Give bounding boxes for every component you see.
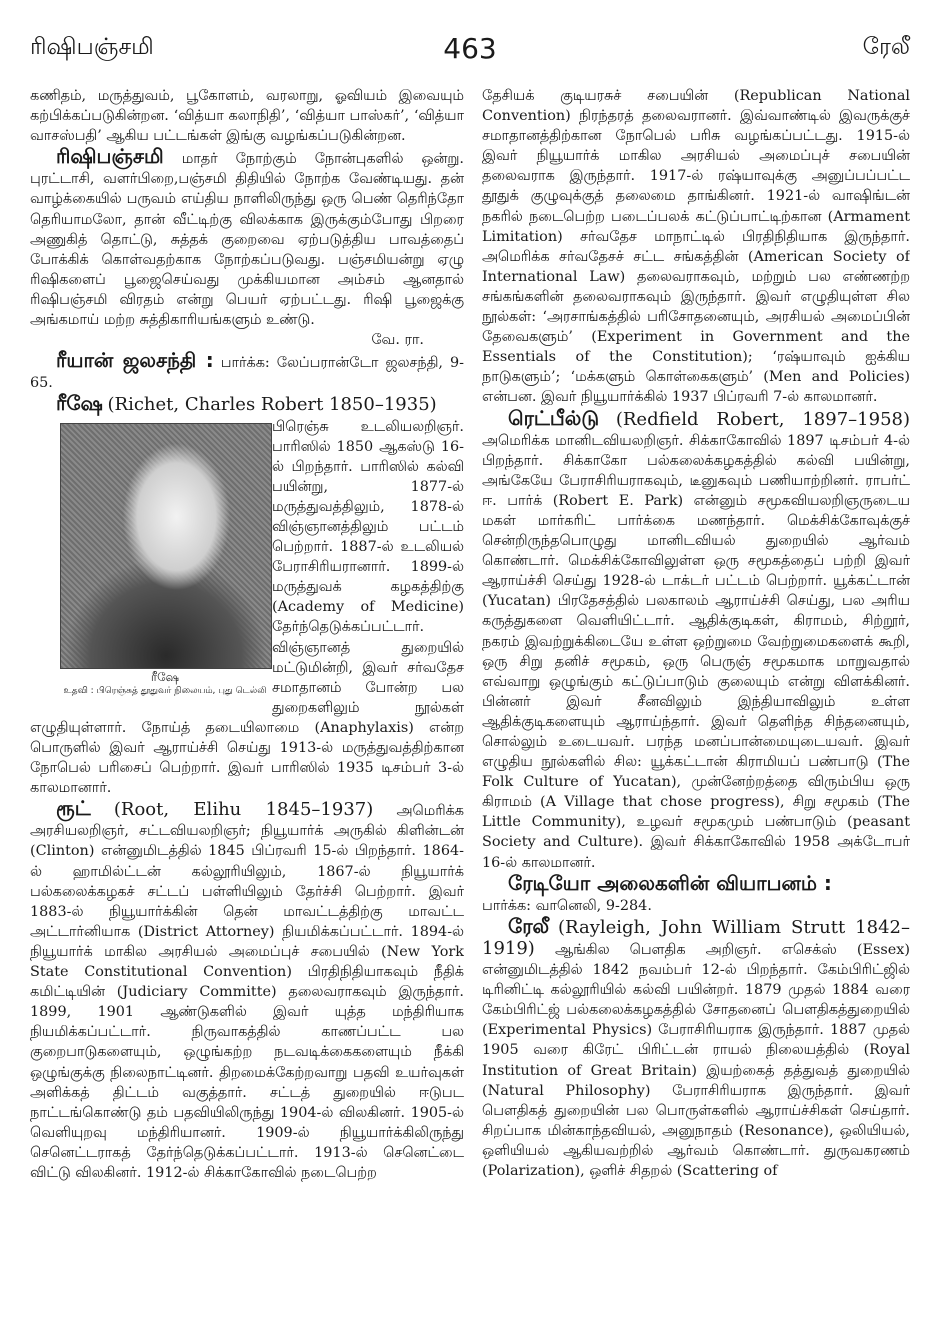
- headword: ரிஷிபஞ்சமி: [56, 144, 164, 169]
- right-column: [482, 86, 910, 1326]
- entry-body: பார்க்க: வானெலி, 9-284.: [482, 897, 652, 914]
- entry-riyan-strait: [30, 350, 464, 393]
- portrait-figure: [30, 423, 267, 697]
- headword: ரேலீ: [508, 913, 550, 938]
- entry-root-continued: தேசியக் குடியரசுச் சபையின் (Republican National Convention) நிரந்தரத் தலைவரானர். இவ்வாண்டில் இவருக்குச் சமாதானத்திற்கான நோபெல் பரிசு வழங்கப்பட்டது. 1915-ல் இவர் நியூயார்க் மாகில அரசியல் அமைப்புச் சபையின் தலைவராக இருந்தார். 1917-ல் ரஷ்யாவுக்கு அனுப்பப்பட்ட தூதுக் குழுவுக்குத் தலைமை தாங்கினர். 1921-ல் வாஷிங்டன் நகரில் நடைபெற்ற படைப்பலக் கட்டுப்பாட்டிற்கான (Armament Limitation) சர்வதேச மாநாட்டில் பிரதிநிதியாக இருந்தார். அமெரிக்க சர்வதேசச் சட்ட சங்கத்தின் (American Society of International Law) தலைவராகவும், மற்றும் பல எண்ணற்ற சங்கங்களின் தலைவராகவும் இருந்தார். இவர் எழுதியுள்ள சில நூல்கள்: ‘அரசாங்கத்தில் பரிசோதனையும், அரசியல் அமைப்பின் தேவைகளும்’ (Experiment in Government and the Essentials of the Constitution); ‘ரஷ்யாவும் ஐக்கிய நாடுகளும்’; ‘மக்களும் கொள்கைகளும்’ (Men and Policies) என்பன. இவர் நியூயார்க்கில் 1937 பிப்ரவரி 7-ல் காலமானர்.: [482, 88, 910, 406]
- entry-body: பிரெஞ்சு உடலியலறிஞர். பாரிஸில் 1850 ஆகஸ்டு 16-ல் பிறந்தார். பாரிஸில் கல்வி பயின்று, 1877-ல் மருத்துவத்திலும், 1878-ல் விஞ்ஞானத்திலும் பட்டம் பெற்றார். 1887-ல் உடலியல் பேராசிரியரானார். 1899-ல் மருத்துவக் கழகத்திற்கு (Academy of Medicine) தேர்ந்தெடுக்கப்பட்டார். விஞ்ஞானத் துறையில் மட்டுமின்றி, இவர் சர்வதேச சமாதானம் போன்ற பல துறைகளிலும் நூல்கள் எழுதியுள்ளார். நோய்த் தடையிலாமை (Anaphylaxis) என்ற பொருளில் இவர் ஆராய்ச்சி செய்து 1913-ல் மருத்துவத்திற்கான நோபெல் பரிசைப் பெற்றார். இவர் பாரிஸில் 1935 டிசம்பர் 3-ல் காலமானார்.: [30, 418, 464, 797]
- headword: ரேடியோ அலைகளின் வியாபனம் :: [508, 870, 832, 895]
- entry-body: அமெரிக்க மானிடவியலறிஞர். சிக்காகோவில் 1897 டிசம்பர் 4-ல் பிறந்தார். சிக்காகோ பல்கலைக்கழகத்தில் கல்வி பயின்று, அங்கேயே பேராசிரியராகவும், டீனுகவும் பணியாற்றினர். ராபர்ட் ஈ. பார்க் (Robert E. Park) என்னும் சமூகவியலறிஞருடைய மகள் மார்கரிட் பார்க்கை மணந்தார். மெக்சிக்கோவுக்குச் சென்றிருந்தபொழுது மானிடவியல் துறையில் ஆர்வம் கொண்டார். மெக்சிக்கோவிலுள்ள ஒரு சமூகத்தைப் பற்றி இவர் ஆராய்ச்சி செய்து 1928-ல் டாக்டர் பட்டம் பெற்றார். யூக்கட்டான் (Yucatan) பிரதேசத்தில் பலகாலம் ஆராய்ச்சி செய்து, பல அரிய கருத்துகளை வெளியிட்டார். ஆதிக்குடிகள், கிராமம், சிற்றூர், நகரம் இவற்றுக்கிடையே உள்ள ஒற்றுமை வேற்றுமைகளைக் கூறி, ஒரு சிறு தனிச் சமூகம், ஒரு பெருஞ் சமூகமாக மாறுவதால் எவ்வாறு ஒழுங்கும் கட்டுப்பாடும் குலையும் என்று விளக்கினர். பின்னர் இவர் சீனவிலும் இந்தியாவிலும் உள்ள ஆதிக்குடிகளையும் ஆராய்ந்தார். இவர் தெளிந்த சிந்தனையும், சொல்லும் உடையவர். பரந்த மனப்பான்மையுடையவர். இவர் எழுதிய நூல்களில் சில: யூக்கட்டான் கிராமியப் பண்பாடு (The Folk Culture of Yucatan), முன்னேற்றத்தை விரும்பிய ஒரு கிராமம் (A Village that chose progress), சிறு சமூகம் (The Little Community), உழவர் சமூகமும் பண்பாடும் (peasant Society and Culture). இவர் சிக்காகோவில் 1958 அக்டோபர் 16-ல் காலமானர்.: [482, 432, 910, 871]
- headword: ரூட்: [56, 796, 91, 821]
- entry-richet: [30, 393, 464, 416]
- intro-paragraph: கணிதம், மருத்துவம், பூகோளம், வரலாறு, ஓவியம் இவையும் கற்பிக்கப்படுகின்றன. ‘வித்யா கலாநிதி’, ‘வித்யா பாஸ்கர்’, ‘வித்யா வாசஸ்பதி’ ஆகிய பட்டங்கள் இங்கு வழங்கப்படுகின்றன.: [30, 88, 464, 145]
- entry-body: அமெரிக்க அரசியலறிஞர், சட்டவியலறிஞர்; நியூயார்க் அருகில் கிளின்டன் (Clinton) என்னுமிடத்தில் 1845 பிப்ரவரி 15-ல் பிறந்தார். 1864-ல் ஹாமில்ட்டன் கல்லூரியிலும், 1867-ல் நியூயார்க் பல்கலைக்கழகச் சட்டப் பள்ளியிலும் தேர்ச்சி பெற்றார். இவர் 1883-ல் நியூயார்க்கின் தென் மாவட்டத்திற்கு மாவட்ட அட்டார்னியாக (District Attorney) நியமிக்கப்பட்டார். 1894-ல் நியூயார்க் மாகில அரசியல் அமைப்புச் சபையில் (New York State Constitutional Convention) பிரதிநிதியாகவும் நீதிக் கமிட்டியின் (Judiciary Committe) தலைவராகவும் இருந்தார். 1899, 1901 ஆண்டுகளில் இவர் யுத்த மந்திரியாக நியமிக்கப்பட்டார். நிருவாகத்தில் காணப்பட்ட பல குறைபாடுகளையும், ஒழுங்கற்ற நடவடிக்கைகளையும் நீக்கி ஒழுங்குக்கு நிலைநாட்டினர். திறமைக்கேற்றவாறு பதவி உயர்வுகள் அளிக்கத் திட்டம் வகுத்தார். சட்டத் துறையில் ஈடுபட நாட்டங்கொண்டு தம் பதவியிலிருந்து 1904-ல் விலகினர். 1905-ல் வெளியுறவு மந்திரியானர். 1909-ல் நியூயார்க்கிலிருந்து செனெட்டராகத் தேர்ந்தெடுக்கப்பட்டார். 1913-ல் செனெட்டை விட்டு விலகினர். 1912-ல் சிக்காகோவில் நடைபெற்ற: [30, 803, 464, 1181]
- headword: ரெட்பீல்டு: [508, 405, 600, 430]
- entry-rishipanchami: [30, 146, 464, 350]
- photo-credit: உதவி : பிரெஞ்சுத் தூதுவர் நிலையம், புது டெல்லி: [63, 685, 267, 696]
- entry-body: ஆங்கில பௌதிக அறிஞர். எசெக்ஸ் (Essex) என்னுமிடத்தில் 1842 நவம்பர் 12-ல் பிறந்தார். கேம்பிரிட்ஜில் டிரினிட்டி கல்லூரியில் கல்வி பயின்றர். 1879 முதல் 1884 வரை கேம்பிரிட்ஜ் பல்கலைக்கழகத்தில் சோதனைப் பௌதிகத்துறையில் (Experimental Physics) பேராசிரியராக இருந்தார். 1887 முதல் 1905 வரை கிரேட் பிரிட்டன் ராயல் நிலையத்தில் (Royal Institution of Great Britain) இயற்கைத் தத்துவத் துறையில் (Natural Philosophy) பேராசிரியராக இருந்தார். இவர் பௌதிகத் துறையின் பல பொருள்களில் ஆராய்ச்சிகள் செய்தார். சிறப்பாக மின்காந்தவியல், அனுநாதம் (Resonance), ஒலியியல், ஒளியியல் ஆகியவற்றில் ஆர்வம் கொண்டார். துருவகரணம் (Polarization), ஒளிச் சிதறல் (Scattering of: [482, 941, 910, 1179]
- english-name: (Richet, Charles Robert 1850–1935): [107, 394, 437, 416]
- english-name: (Rayleigh, John William Strutt 1842–1919): [482, 916, 910, 959]
- photo-caption: ரீஷே: [150, 669, 180, 684]
- page-header: [30, 30, 910, 70]
- running-head-left: ரிஷிபஞ்சமி: [30, 34, 154, 60]
- headword: ரீயான் ஜலசந்தி :: [56, 348, 214, 373]
- entry-redfield: [482, 405, 910, 873]
- entry-root: [30, 798, 464, 1183]
- left-column: [30, 86, 464, 1326]
- entry-body: மாதர் நோற்கும் நோன்புகளில் ஒன்று. புரட்டாசி, வளர்பிறை,பஞ்சமி திதியில் நோற்க வேண்டியது. தன் வாழ்க்கையில் பருவம் எய்திய நாளிலிருந்து ஒரு பெண் தெரிந்தோ தெரியாமலோ, தான் வீட்டிற்கு விலக்காக இருக்கும்போது பிறரை அணுகித் தொட்டு, சுத்தக் குறைவை ஏற்படுத்திய பாவத்தைப் போக்கிக் கொள்வதற்காக நோற்கப்படுவது. பஞ்சமியன்று ஏழு ரிஷிகளைப் பூஜைசெய்வது முக்கியமான அம்சம் ஆனதால் ரிஷிபஞ்சமி விரதம் என்று பெயர் ஏற்பட்டது. ரிஷி பூஜைக்கு அங்கமாய் மற்ற சுத்திகாரியங்களும் உண்டு.: [30, 151, 464, 329]
- richet-portrait-photo: [60, 423, 272, 669]
- author-signature: வே. ரா.: [371, 332, 424, 349]
- english-name: (Redfield Robert, 1897–1958): [615, 408, 910, 430]
- entry-body: பார்க்க: லேப்பரான்டோ ஜலசந்தி, 9-65.: [30, 355, 464, 392]
- headword: ரீஷே: [56, 391, 103, 416]
- entry-radio-propagation: [482, 870, 910, 916]
- running-head-right: ரேலீ: [862, 34, 910, 60]
- entry-rayleigh: [482, 913, 910, 1181]
- english-name: (Root, Elihu 1845–1937): [113, 799, 374, 821]
- page-number: 463: [443, 32, 497, 65]
